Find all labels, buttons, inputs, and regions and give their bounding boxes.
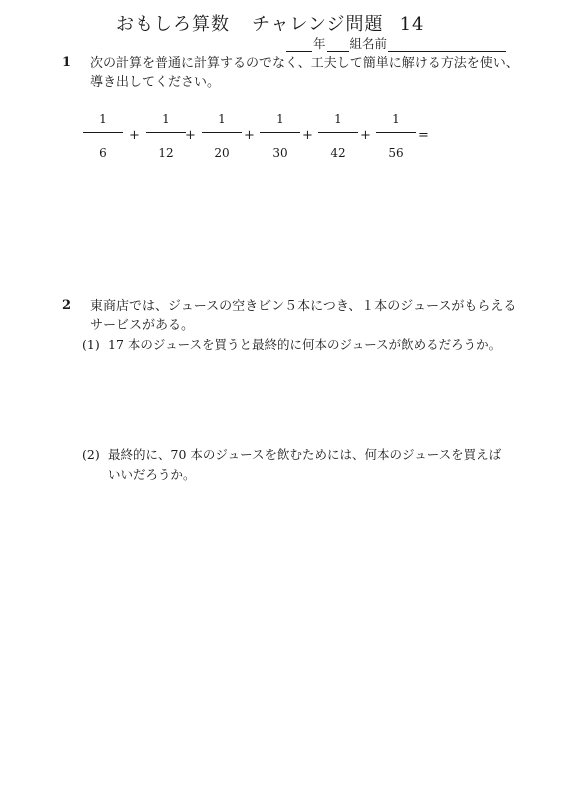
fraction-6 [376, 111, 416, 161]
question-2-line-1: 東商店では、ジュースの空きビン５本につき、１本のジュースがもらえる [90, 299, 517, 314]
plus-sign-4: + [302, 128, 313, 143]
plus-sign-2: + [185, 128, 196, 143]
fraction-1-denominator: 6 [99, 146, 107, 160]
title-number: 14 [399, 14, 425, 35]
fraction-3-numerator: 1 [218, 112, 226, 126]
fraction-3-denominator: 20 [214, 146, 230, 160]
name-blank [388, 37, 506, 52]
question-1-number: 1 [62, 55, 72, 70]
subquestion-2-label: (2) [82, 447, 100, 462]
fraction-6-bar [376, 132, 416, 133]
class-blank [327, 37, 349, 52]
fraction-5 [318, 111, 358, 161]
fraction-4-numerator: 1 [276, 112, 284, 126]
fraction-3 [202, 111, 242, 161]
subquestion-1-label: (1) [82, 337, 100, 352]
fraction-2-bar [146, 132, 186, 133]
question-1-line-1: 次の計算を普通に計算するのでなく、工夫して簡単に解ける方法を使い、 [90, 56, 519, 71]
fraction-1 [83, 111, 123, 161]
plus-sign-1: + [129, 128, 140, 143]
question-2-number: 2 [62, 298, 72, 313]
subquestion-1-text: 17 本のジュースを買うと最終的に何本のジュースが飲めるだろうか。 [108, 337, 502, 352]
question-2-text [90, 297, 516, 335]
fraction-2 [146, 111, 186, 161]
worksheet-title [116, 10, 424, 36]
title-subtitle: チャレンジ問題 [252, 14, 384, 35]
question-1-line-2: 導き出してください。 [90, 75, 221, 90]
fraction-5-numerator: 1 [334, 112, 342, 126]
question-1-text [90, 54, 519, 92]
plus-sign-5: + [360, 128, 371, 143]
class-name-label: 組名前 [349, 36, 388, 51]
title-main: おもしろ算数 [116, 14, 230, 35]
fraction-5-bar [318, 132, 358, 133]
subquestion-2-line-1: 最終的に、70 本のジュースを飲むためには、何本のジュースを買えば [108, 447, 502, 462]
fraction-3-bar [202, 132, 242, 133]
fraction-6-numerator: 1 [392, 112, 400, 126]
grade-label: 年 [313, 36, 326, 51]
name-line [286, 34, 506, 52]
plus-sign-3: + [244, 128, 255, 143]
fraction-5-denominator: 42 [330, 146, 346, 160]
fraction-1-numerator: 1 [99, 112, 107, 126]
subquestion-2-line-2: いいだろうか。 [108, 467, 196, 482]
subquestion-2-text [108, 445, 501, 485]
fraction-1-bar [83, 132, 123, 133]
fraction-2-denominator: 12 [158, 146, 174, 160]
fraction-6-denominator: 56 [388, 146, 404, 160]
grade-blank [286, 37, 312, 52]
fraction-4-bar [260, 132, 300, 133]
fraction-2-numerator: 1 [162, 112, 170, 126]
fraction-4-denominator: 30 [272, 146, 288, 160]
fraction-4 [260, 111, 300, 161]
equals-sign: = [418, 128, 429, 143]
question-2-line-2: サービスがある。 [90, 318, 195, 333]
